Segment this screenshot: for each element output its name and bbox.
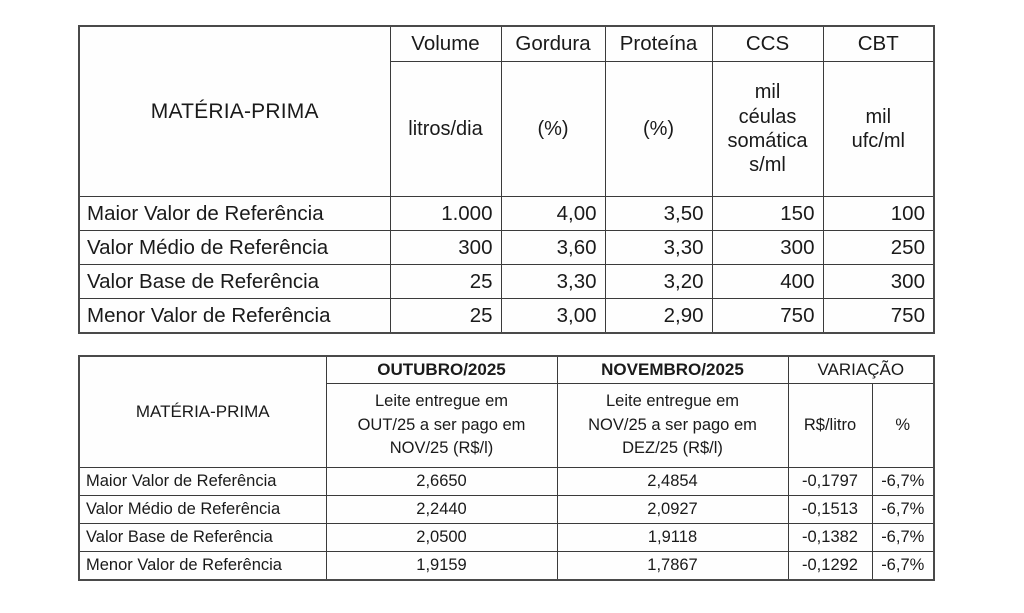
- cbt-unit-line-2: ufc/ml: [851, 130, 905, 152]
- quality-cell-volume-0: 1.000: [390, 197, 501, 231]
- quality-cell-gordura-1: 3,60: [501, 231, 605, 265]
- table-row: [79, 524, 934, 552]
- column-unit-proteina: (%): [605, 62, 712, 197]
- quality-cell-volume-3: 25: [390, 299, 501, 334]
- column-unit-ccs: [712, 62, 823, 197]
- quality-cell-proteina-2: 3,20: [605, 265, 712, 299]
- table-row: [79, 496, 934, 524]
- october-sub-line-1: Leite entregue em: [374, 391, 508, 410]
- quality-cell-cbt-3: 750: [823, 299, 934, 334]
- quality-cell-gordura-0: 4,00: [501, 197, 605, 231]
- price-cell-october-3: 1,9159: [326, 552, 557, 581]
- price-cell-october-1: 2,2440: [326, 496, 557, 524]
- october-sub-line-2: OUT/25 a ser pago em: [357, 415, 526, 434]
- quality-cell-proteina-0: 3,50: [605, 197, 712, 231]
- price-cell-november-2: 1,9118: [557, 524, 788, 552]
- price-row-label-1: Valor Médio de Referência: [79, 496, 326, 524]
- column-unit-cbt: [823, 62, 934, 197]
- price-row-label-0: Maior Valor de Referência: [79, 468, 326, 496]
- price-cell-var-percent-2: -6,7%: [872, 524, 934, 552]
- column-title-volume: Volume: [390, 26, 501, 62]
- column-unit-volume: litros/dia: [390, 62, 501, 197]
- price-variation-table: [78, 355, 935, 581]
- quality-reference-table: [78, 25, 935, 334]
- price-cell-november-0: 2,4854: [557, 468, 788, 496]
- price-cell-var-value-2: -0,1382: [788, 524, 872, 552]
- group-header-outubro: OUTUBRO/2025: [326, 356, 557, 384]
- price-cell-var-value-3: -0,1292: [788, 552, 872, 581]
- table-row: [79, 197, 934, 231]
- october-sub-line-3: NOV/25 (R$/l): [389, 439, 494, 458]
- ccs-unit-line-1: mil: [754, 81, 781, 104]
- quality-row-label-3: Menor Valor de Referência: [79, 299, 390, 334]
- price-cell-october-2: 2,0500: [326, 524, 557, 552]
- price-cell-var-percent-3: -6,7%: [872, 552, 934, 581]
- price-cell-november-1: 2,0927: [557, 496, 788, 524]
- group-header-novembro: NOVEMBRO/2025: [557, 356, 788, 384]
- price-cell-var-percent-0: -6,7%: [872, 468, 934, 496]
- november-sub-line-2: NOV/25 a ser pago em: [588, 415, 757, 434]
- quality-cell-proteina-1: 3,30: [605, 231, 712, 265]
- quality-cell-ccs-3: 750: [712, 299, 823, 334]
- quality-row-label-2: Valor Base de Referência: [79, 265, 390, 299]
- quality-cell-ccs-0: 150: [712, 197, 823, 231]
- column-title-ccs: CCS: [712, 26, 823, 62]
- ccs-unit-line-4: s/ml: [749, 154, 786, 177]
- quality-cell-gordura-2: 3,30: [501, 265, 605, 299]
- column-title-proteina: Proteína: [605, 26, 712, 62]
- table-row: [79, 231, 934, 265]
- column-title-gordura: Gordura: [501, 26, 605, 62]
- ccs-unit-line-3: somática: [727, 130, 808, 152]
- ccs-unit-line-2: céulas: [738, 105, 797, 128]
- quality-cell-cbt-1: 250: [823, 231, 934, 265]
- price-row-label-2: Valor Base de Referência: [79, 524, 326, 552]
- quality-cell-cbt-2: 300: [823, 265, 934, 299]
- cbt-unit-line-1: mil: [865, 105, 892, 128]
- quality-cell-volume-1: 300: [390, 231, 501, 265]
- group-header-variacao: VARIAÇÃO: [788, 356, 934, 384]
- november-sub-line-3: DEZ/25 (R$/l): [622, 439, 723, 458]
- quality-cell-ccs-1: 300: [712, 231, 823, 265]
- sub-header-october: [326, 384, 557, 468]
- price-header-row-groups: [79, 356, 934, 384]
- quality-cell-ccs-2: 400: [712, 265, 823, 299]
- column-title-cbt: CBT: [823, 26, 934, 62]
- column-unit-gordura: (%): [501, 62, 605, 197]
- price-cell-november-3: 1,7867: [557, 552, 788, 581]
- price-cell-var-percent-1: -6,7%: [872, 496, 934, 524]
- table-row: [79, 299, 934, 334]
- table-row: [79, 265, 934, 299]
- price-cell-october-0: 2,6650: [326, 468, 557, 496]
- quality-row-label-0: Maior Valor de Referência: [79, 197, 390, 231]
- price-cell-var-value-1: -0,1513: [788, 496, 872, 524]
- table-row: [79, 552, 934, 581]
- quality-row-label-1: Valor Médio de Referência: [79, 231, 390, 265]
- quality-row-header-label: MATÉRIA-PRIMA: [79, 26, 390, 197]
- quality-cell-cbt-0: 100: [823, 197, 934, 231]
- quality-cell-volume-2: 25: [390, 265, 501, 299]
- quality-cell-gordura-3: 3,00: [501, 299, 605, 334]
- price-row-label-3: Menor Valor de Referência: [79, 552, 326, 581]
- price-row-header-label: MATÉRIA-PRIMA: [79, 356, 326, 468]
- table-header-row-titles: [79, 26, 934, 62]
- quality-cell-proteina-3: 2,90: [605, 299, 712, 334]
- sub-header-variation-percent: %: [872, 384, 934, 468]
- november-sub-line-1: Leite entregue em: [605, 391, 739, 410]
- table-row: [79, 468, 934, 496]
- sub-header-november: [557, 384, 788, 468]
- sub-header-variation-value: R$/litro: [788, 384, 872, 468]
- price-cell-var-value-0: -0,1797: [788, 468, 872, 496]
